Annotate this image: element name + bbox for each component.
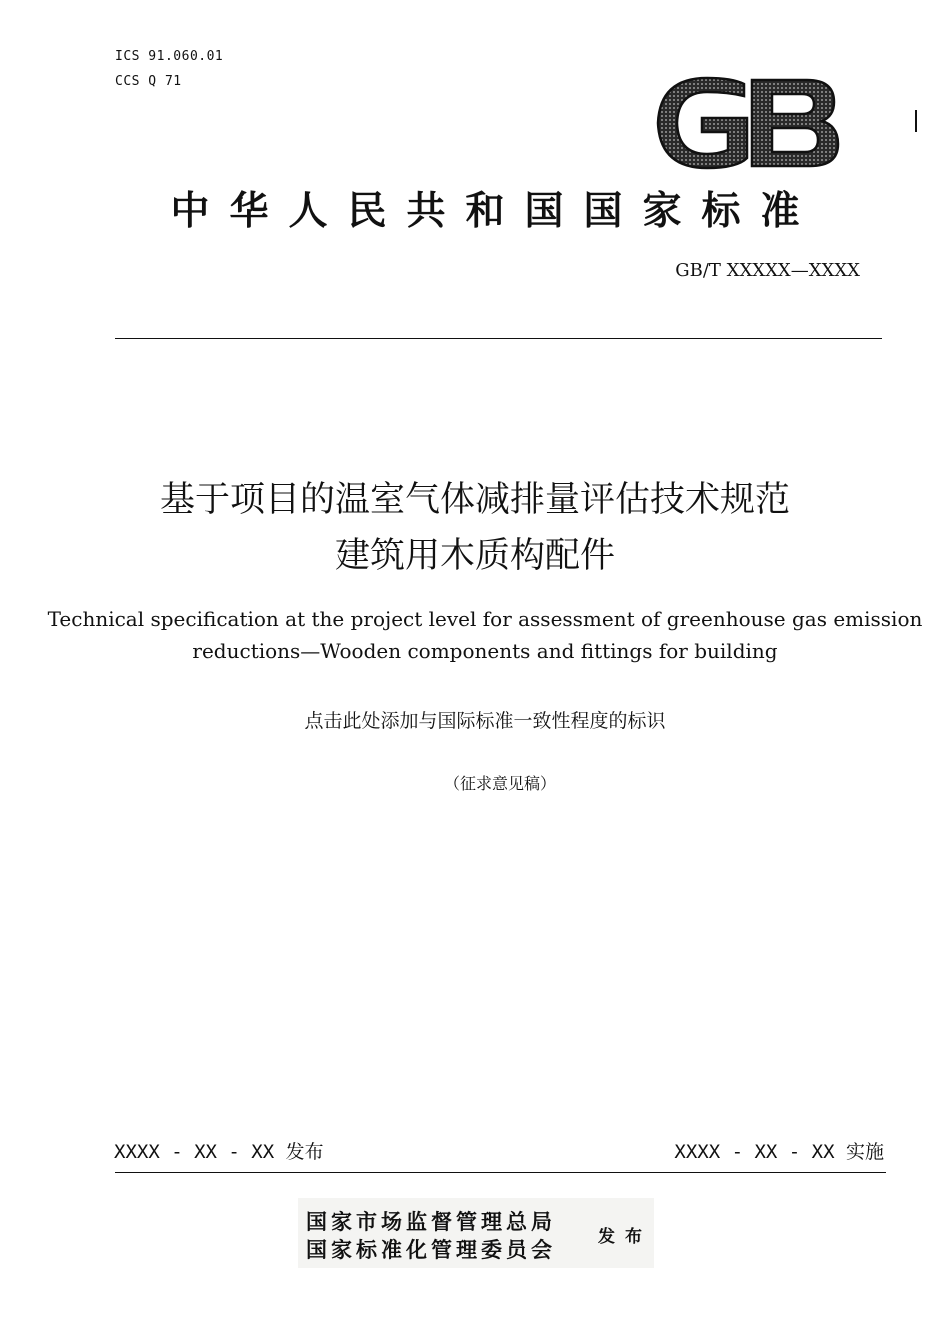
draft-status: （征求意见稿） [443,774,556,793]
national-standard-heading: 中华人民共和国国家标准 [170,188,820,234]
issue-label: 发布 [598,1227,652,1247]
header-divider [115,338,882,339]
issuer-block [298,1198,654,1268]
standard-number[interactable]: GB/T XXXXX—XXXX [675,260,860,281]
gb-standard-logo-icon [652,74,842,172]
ics-code: ICS 91.060.01 [115,49,224,64]
implementation-date[interactable]: XXXX - XX - XX 实施 [674,1141,884,1163]
ccs-code: CCS Q 71 [115,74,182,89]
issue-date[interactable]: XXXX - XX - XX 发布 [114,1141,324,1163]
text-cursor [915,110,917,132]
conformity-placeholder[interactable]: 点击此处添加与国际标准一致性程度的标识 [304,710,666,732]
issuer-line-2: 国家标准化管理委员会 [306,1237,556,1262]
issuer-line-1: 国家市场监督管理总局 [306,1209,556,1234]
english-title-line-2[interactable]: reductions—Wooden components and fittings for building [192,639,778,663]
english-title-line-1[interactable]: Technical specification at the project level for assessment of greenhouse gas emission [47,607,923,631]
chinese-title-line-1[interactable]: 基于项目的温室气体减排量评估技术规范 [159,480,790,520]
chinese-title-line-2[interactable]: 建筑用木质构配件 [334,536,615,576]
footer-divider [115,1172,886,1173]
